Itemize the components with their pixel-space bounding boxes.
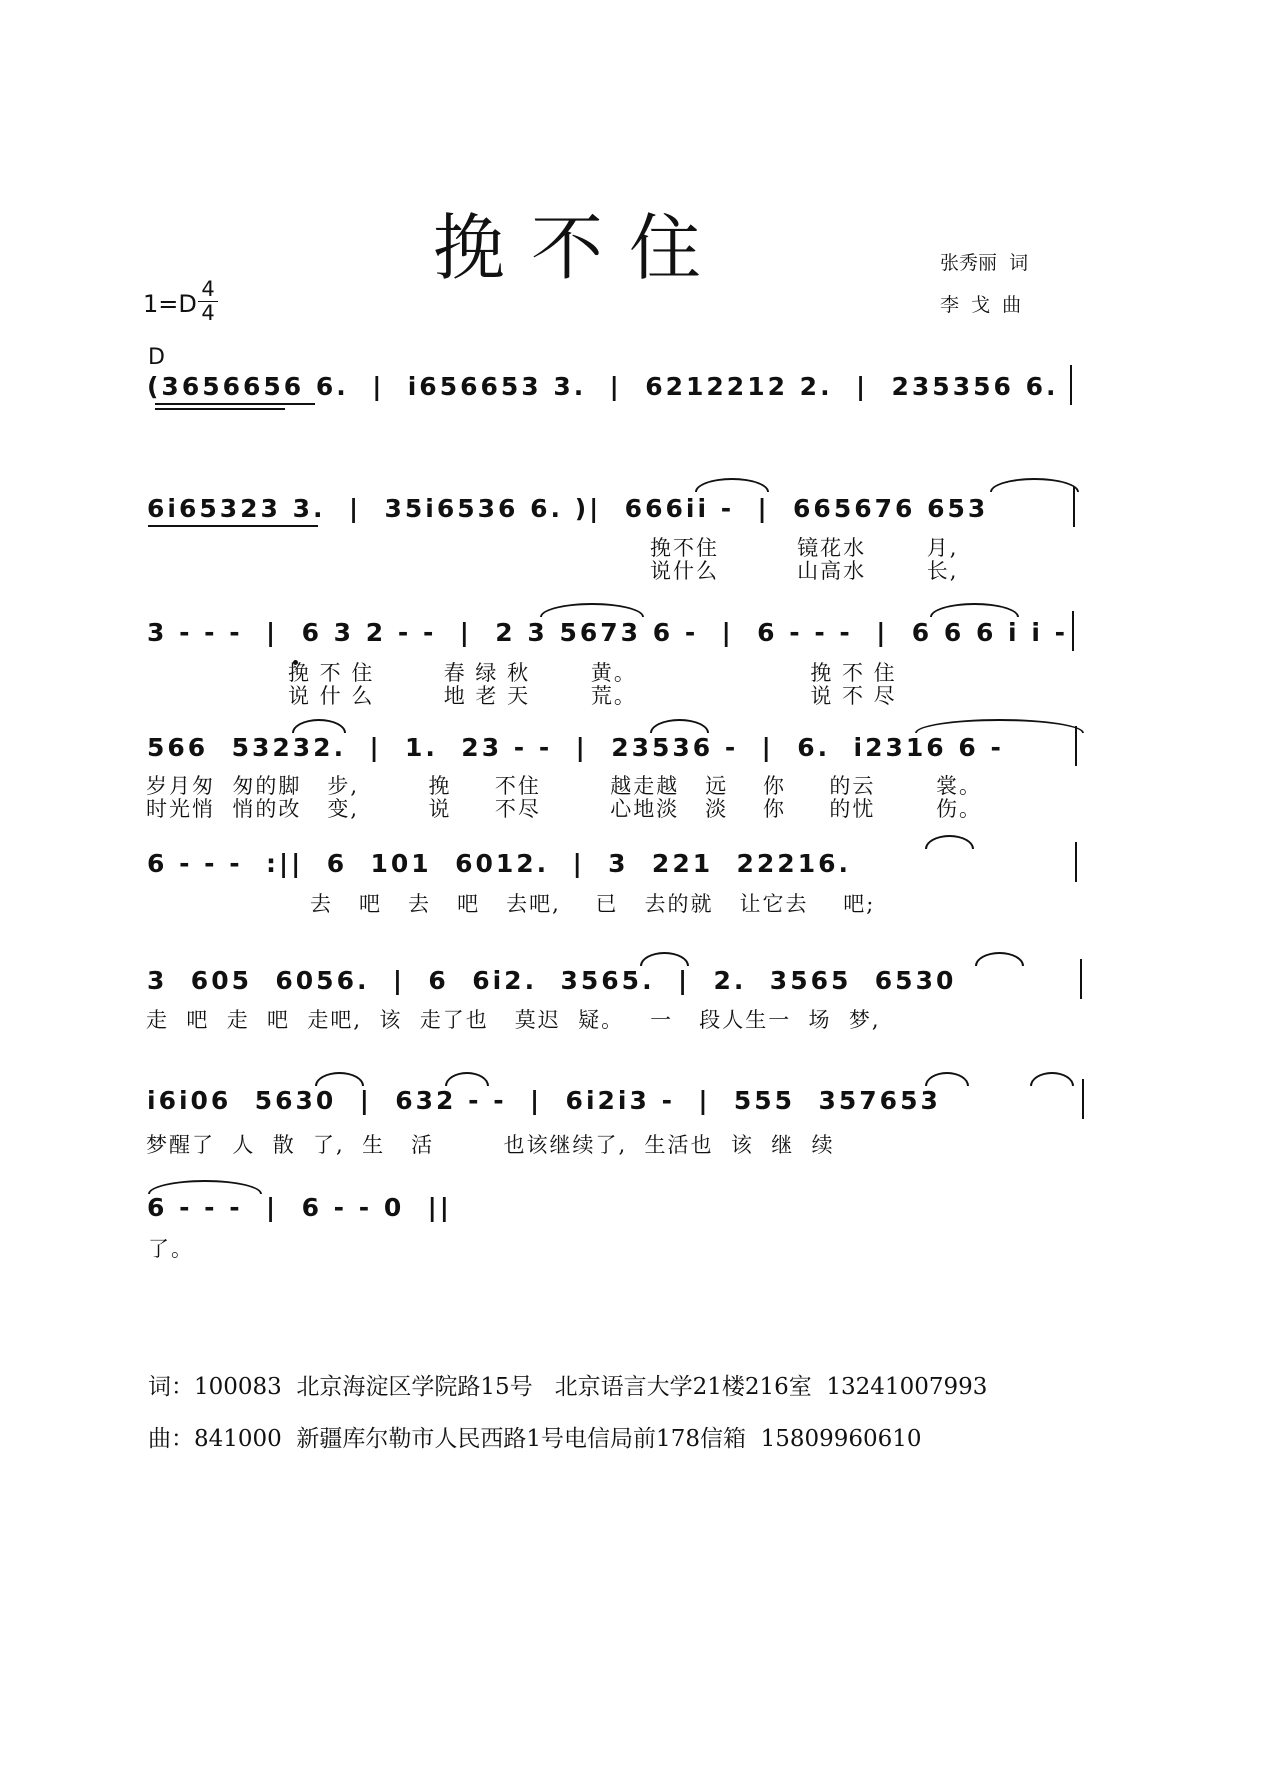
lyric-line: 梦醒了 人 散 了, 生 活 也该继续了, 生活也 该 继 续 xyxy=(146,1133,835,1157)
lyric-verse-1: 岁月匆 匆的脚 步, 挽 不住 越走越 远 你 的云 裳。 xyxy=(146,774,983,798)
barline xyxy=(1075,842,1077,882)
barline xyxy=(1073,487,1075,527)
lyric-verse-2: 时光悄 悄的改 变, 说 不尽 心地淡 淡 你 的忧 伤。 xyxy=(146,797,983,821)
slur xyxy=(540,603,644,617)
slur xyxy=(695,478,769,492)
slur xyxy=(925,1072,969,1086)
notation-line-2: 6i65323 3. | 35i6536 6. )| 666ii - | 665676 653 xyxy=(147,494,989,523)
slur xyxy=(1030,1072,1074,1086)
slur xyxy=(292,719,346,733)
lyric-line: 了。 xyxy=(148,1237,194,1261)
notation-line-3: 3 - - - | 6 3 2 - - | 2 3 5673 6 - | 6 - - - | 6 6 6 i i - xyxy=(147,618,1068,647)
composer-address: 曲：841000 新疆库尔勒市人民西路1号电信局前178信箱 15809960610 xyxy=(148,1426,922,1452)
slur xyxy=(315,1072,364,1086)
notation-line-7: i6i06 5630 | 632 - - | 6i2i3 - | 555 357653 xyxy=(147,1086,941,1115)
barline xyxy=(1070,365,1072,405)
lyricist-address: 词：100083 北京海淀区学院路15号 北京语言大学21楼216室 13241007993 xyxy=(148,1374,988,1400)
notation-line-4: 566 53232. | 1. 23 - - | 23536 - | 6. i2316 6 - xyxy=(147,733,1004,762)
song-title: 挽不住 xyxy=(432,206,727,290)
key-signature: 1=D xyxy=(143,290,197,318)
lyricist-credit: 张秀丽 词 xyxy=(940,252,1029,274)
chord-symbol: D xyxy=(148,345,165,370)
barline xyxy=(1082,1079,1084,1119)
lyric-verse-1: 挽不住 镜花水 月, xyxy=(650,536,959,560)
time-signature-top: 4 xyxy=(198,278,218,302)
slur xyxy=(650,719,709,733)
slur xyxy=(990,478,1079,492)
slur xyxy=(148,1180,262,1194)
lyric-verse-2: 说什么 山高水 长, xyxy=(650,559,959,583)
barline xyxy=(1080,959,1082,999)
time-signature xyxy=(198,278,218,325)
slur xyxy=(445,1072,489,1086)
slur xyxy=(975,952,1024,966)
notation-line-6: 3 605 6056. | 6 6i2. 3565. | 2. 3565 6530 xyxy=(147,966,957,995)
slur xyxy=(925,835,974,849)
barline xyxy=(1072,611,1074,651)
notation-line-5: 6 - - - :|| 6 101 6012. | 3 221 22216. xyxy=(147,849,851,878)
lyric-line: 去 吧 去 吧 去吧, 已 去的就 让它去 吧; xyxy=(310,892,876,916)
lyric-line: 走 吧 走 吧 走吧, 该 走了也 莫迟 疑。 一 段人生一 场 梦, xyxy=(146,1008,881,1032)
slur xyxy=(930,603,1019,617)
slur xyxy=(640,952,689,966)
lyric-verse-1: 挽 不 住 春 绿 秋 黄。 挽 不 住 xyxy=(288,661,897,685)
beam xyxy=(155,408,285,410)
beam xyxy=(155,403,315,405)
beam xyxy=(148,525,318,527)
lyric-verse-2: 说 什 么 地 老 天 荒。 说 不 尽 xyxy=(288,684,897,708)
notation-line-1: (3656656 6. | i656653 3. | 6212212 2. | 235356 6. xyxy=(147,372,1059,401)
time-signature-bottom: 4 xyxy=(201,301,215,325)
composer-credit: 李 戈 曲 xyxy=(940,294,1022,316)
slur xyxy=(915,719,1084,733)
notation-line-8: 6 - - - | 6 - - 0 || xyxy=(147,1193,452,1222)
